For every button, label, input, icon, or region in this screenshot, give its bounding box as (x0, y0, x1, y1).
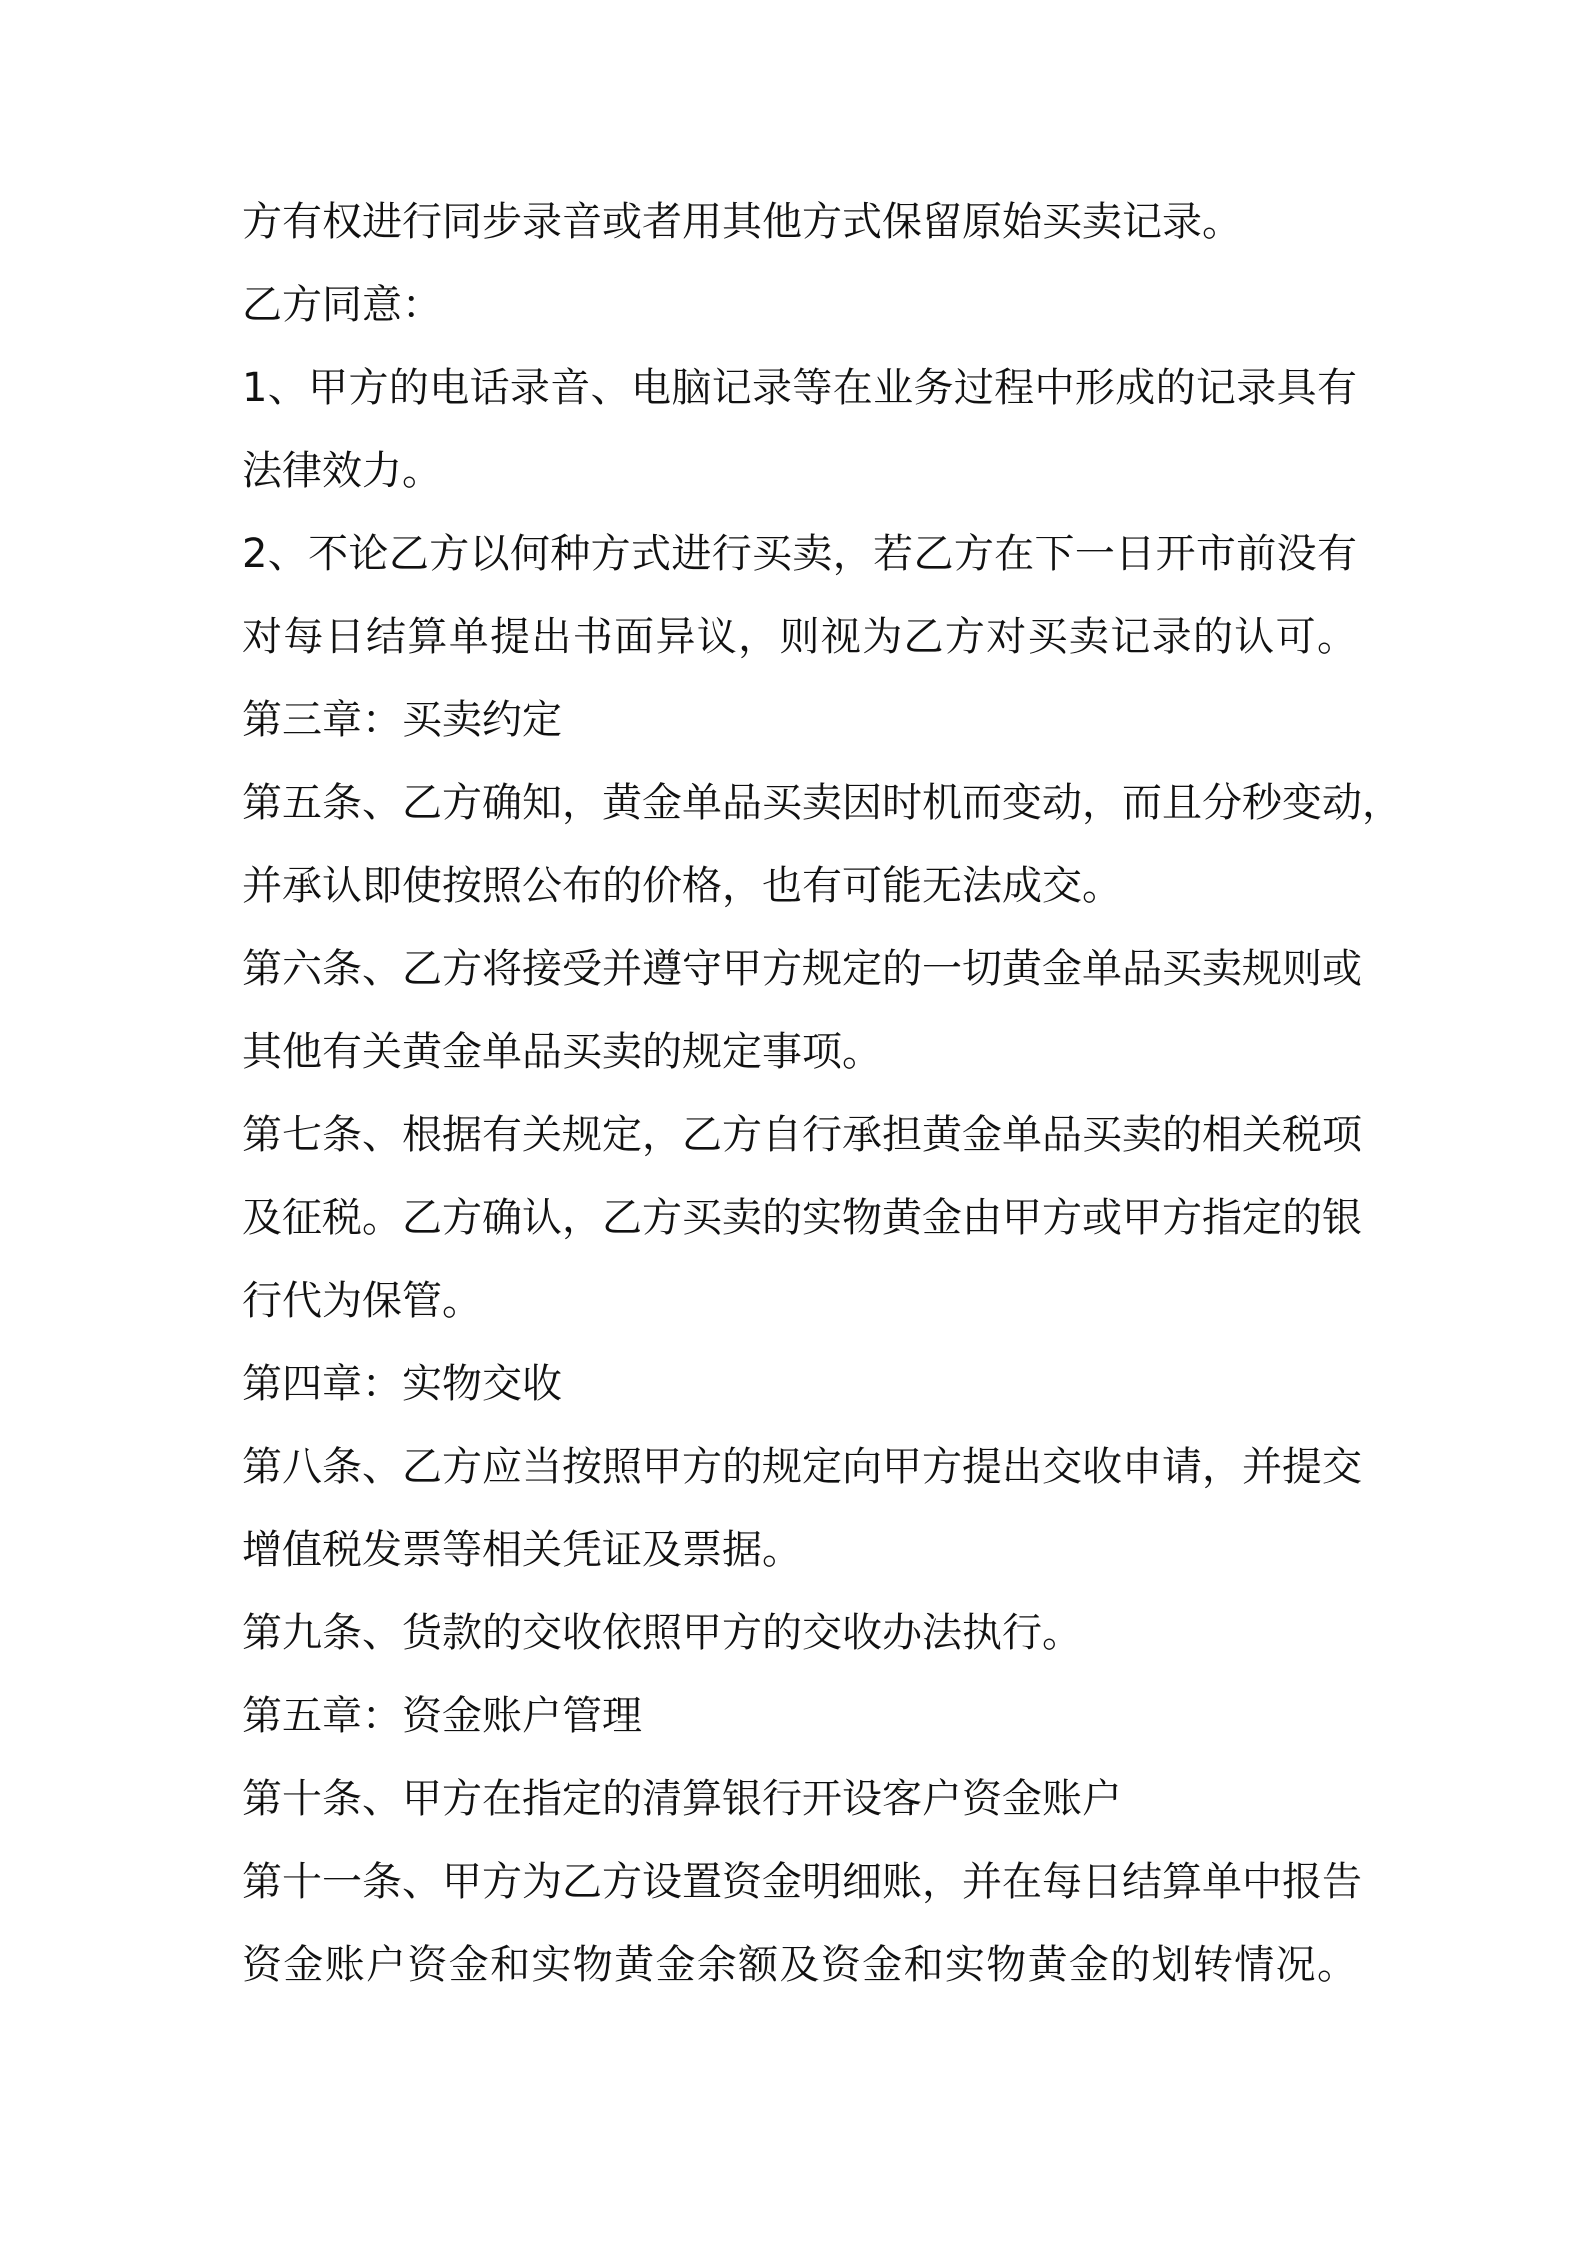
text-line: 第六条、乙方将接受并遵守甲方规定的一切黄金单品买卖规则或 (242, 946, 1362, 992)
text-line: 方有权进行同步录音或者用其他方式保留原始买卖记录。 (242, 199, 1242, 245)
text-line: 并承认即使按照公布的价格，也有可能无法成交。 (242, 863, 1122, 909)
text-line: 及征税。乙方确认，乙方买卖的实物黄金由甲方或甲方指定的银 (242, 1195, 1362, 1241)
text-line: 第十条、甲方在指定的清算银行开设客户资金账户 (242, 1776, 1122, 1822)
chapter-heading: 第三章：买卖约定 (242, 697, 562, 743)
text-line: 乙方同意： (242, 282, 442, 328)
text-line: 行代为保管。 (242, 1278, 482, 1324)
text-line: 其他有关黄金单品买卖的规定事项。 (242, 1029, 882, 1075)
text-line: 1、甲方的电话录音、电脑记录等在业务过程中形成的记录具有 (242, 365, 1357, 411)
text-line: 第八条、乙方应当按照甲方的规定向甲方提出交收申请，并提交 (242, 1444, 1362, 1490)
text-line: 法律效力。 (242, 448, 442, 494)
chapter-heading: 第五章：资金账户管理 (242, 1693, 642, 1739)
text-line: 第七条、根据有关规定，乙方自行承担黄金单品买卖的相关税项 (242, 1112, 1362, 1158)
text-line: 第十一条、甲方为乙方设置资金明细账，并在每日结算单中报告 (242, 1859, 1362, 1905)
chapter-heading: 第四章：实物交收 (242, 1361, 562, 1407)
text-line: 第九条、货款的交收依照甲方的交收办法执行。 (242, 1610, 1082, 1656)
text-line: 对每日结算单提出书面异议，则视为乙方对买卖记录的认可。 (242, 614, 1357, 660)
text-line: 第五条、乙方确知，黄金单品买卖因时机而变动，而且分秒变动， (242, 780, 1402, 826)
text-line: 资金账户资金和实物黄金余额及资金和实物黄金的划转情况。 (242, 1942, 1357, 1988)
text-line: 增值税发票等相关凭证及票据。 (242, 1527, 802, 1573)
text-line: 2、不论乙方以何种方式进行买卖，若乙方在下一日开市前没有 (242, 531, 1357, 577)
